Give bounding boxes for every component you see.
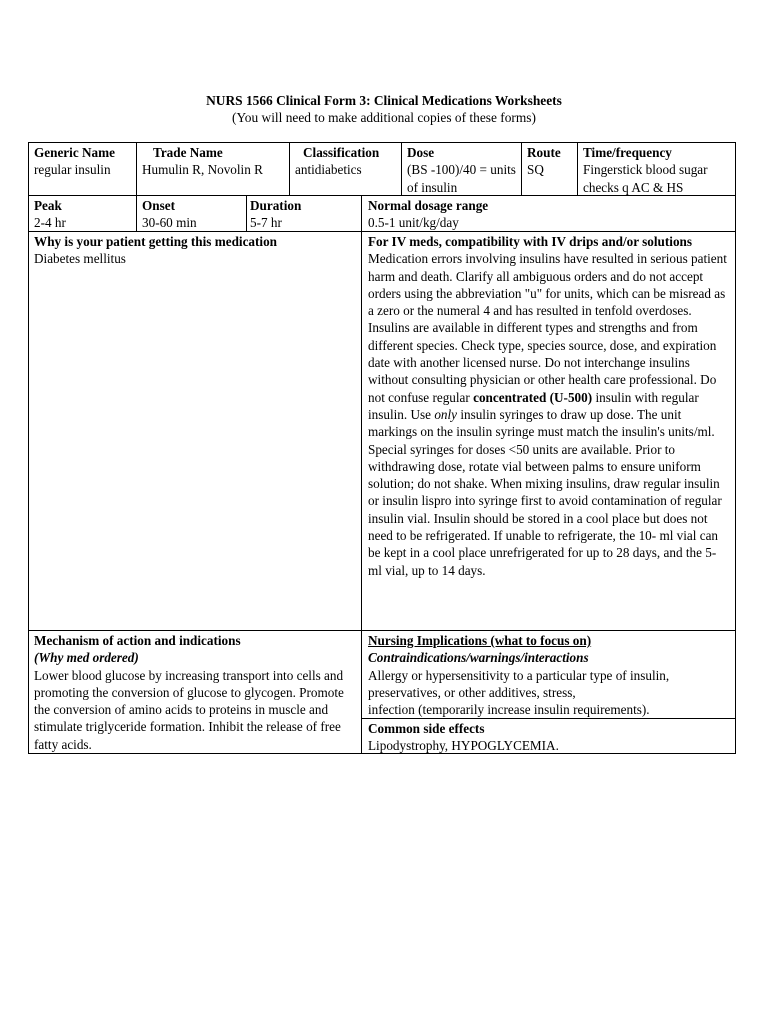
iv-text-part3: insulin syringes to draw up dose. The unit markings on the insulin syringe must match the insulin's units/ml. Special syringes for doses <50 units are available. Prior to withdrawing dose, rotate vial between palms to ensure uniform solution; do not shake. When mixing insulins, draw regular insulin or insulin lispro into syringe first to avoid contamination of regular insulin vial. Insulin should be stored in a cool place but does not need to be refrigerated. If unable to refrigerate, the 10- ml vial can be kept in a cool place unrefrigerated for up to 28 days, and the 5-ml vial, up to 14 days. [368, 406, 722, 578]
nursing-implications-cell [368, 632, 732, 718]
table-col-divider-4 [521, 142, 522, 196]
mechanism-cell [34, 632, 356, 753]
trade-name-cell [142, 144, 288, 179]
generic-name-label: Generic Name [34, 145, 115, 160]
iv-compatibility-label: For IV meds, compatibility with IV drips and/or solutions [368, 234, 693, 249]
duration-label: Duration [250, 198, 302, 213]
iv-compatibility-text [368, 250, 730, 579]
dosage-range-value: 0.5-1 unit/kg/day [368, 215, 459, 231]
dose-label: Dose [407, 145, 435, 160]
dose-value: (BS -100)/40 = units of insulin [407, 162, 516, 195]
generic-name-value: regular insulin [34, 162, 111, 178]
mechanism-label: Mechanism of action and indications [34, 633, 241, 648]
classification-label: Classification [303, 145, 380, 160]
page-header [0, 92, 768, 126]
trade-name-label: Trade Name [153, 145, 223, 160]
classification-value: antidiabetics [295, 162, 362, 178]
duration-value: 5-7 hr [250, 215, 282, 231]
time-frequency-cell [583, 144, 733, 196]
iv-text-part2: insulin with regular insulin. Use [368, 389, 699, 422]
table-col-divider-7 [246, 195, 247, 232]
contraindications-label: Contraindications/warnings/interactions [368, 650, 589, 666]
route-cell [527, 144, 575, 179]
page-title: NURS 1566 Clinical Form 3: Clinical Medications Worksheets [206, 93, 562, 108]
table-border-right [735, 142, 736, 754]
table-col-divider-6 [136, 195, 137, 232]
side-effects-cell [368, 720, 732, 755]
table-col-divider-2 [289, 142, 290, 196]
onset-label: Onset [142, 198, 175, 213]
table-col-divider-3 [401, 142, 402, 196]
side-effects-value: Lipodystrophy, HYPOGLYCEMIA. [368, 738, 559, 754]
mechanism-sublabel: (Why med ordered) [34, 650, 139, 666]
nursing-implications-label: Nursing Implications (what to focus on) [368, 633, 592, 648]
dose-cell [407, 144, 519, 196]
peak-label: Peak [34, 198, 62, 213]
iv-text-part1: Medication errors involving insulins have resulted in serious patient harm and death. Clarify all ambiguous orders and do not accept orders using the abbreviation "u" for units, which can be misread as a zero or the numeral 4 and has resulted in tenfold overdoses. Insulins are available in different types and strengths and from different species. Check type, species source, dose, and expiration date with another licensed nurse. Do not interchange insulins without consulting physician or other health care professional. Do not confuse regular [368, 251, 727, 405]
duration-cell [250, 197, 358, 232]
why-value: Diabetes mellitus [34, 251, 126, 267]
iv-text-bold: concentrated (U-500) [473, 389, 593, 405]
nursing-text-line2: infection (temporarily increase insulin requirements). [368, 702, 650, 718]
classification-cell [295, 144, 399, 179]
time-frequency-value: Fingerstick blood sugar checks q AC & HS [583, 162, 708, 195]
why-label: Why is your patient getting this medication [34, 234, 278, 249]
iv-compatibility-cell [368, 233, 730, 579]
table-border-top [28, 142, 736, 143]
route-value: SQ [527, 162, 544, 178]
nursing-text-line1: Allergy or hypersensitivity to a particular type of insulin, preservatives, or other additives, stress, [368, 667, 670, 700]
onset-value: 30-60 min [142, 215, 197, 231]
dosage-range-label: Normal dosage range [368, 198, 489, 213]
table-col-divider-1 [136, 142, 137, 196]
dosage-range-cell [368, 197, 732, 232]
peak-cell [34, 197, 134, 232]
side-effects-label: Common side effects [368, 721, 485, 736]
table-divider-row4 [28, 630, 736, 631]
generic-name-cell [34, 144, 134, 179]
why-cell [34, 233, 358, 268]
iv-text-italic: only [434, 406, 458, 422]
table-col-divider-center [361, 195, 362, 754]
onset-cell [142, 197, 244, 232]
mechanism-value: Lower blood glucose by increasing transport into cells and promoting the conversion of glucose to glycogen. Promote the conversion of amino acids to proteins in muscle and stimulate triglyceride formation. Inhibit the release of free fatty acids. [34, 667, 344, 752]
trade-name-value: Humulin R, Novolin R [142, 162, 263, 178]
route-label: Route [527, 145, 561, 160]
table-border-left [28, 142, 29, 754]
table-col-divider-5 [577, 142, 578, 196]
time-frequency-label: Time/frequency [583, 145, 672, 160]
page-subtitle: (You will need to make additional copies of these forms) [232, 110, 536, 125]
peak-value: 2-4 hr [34, 215, 66, 231]
